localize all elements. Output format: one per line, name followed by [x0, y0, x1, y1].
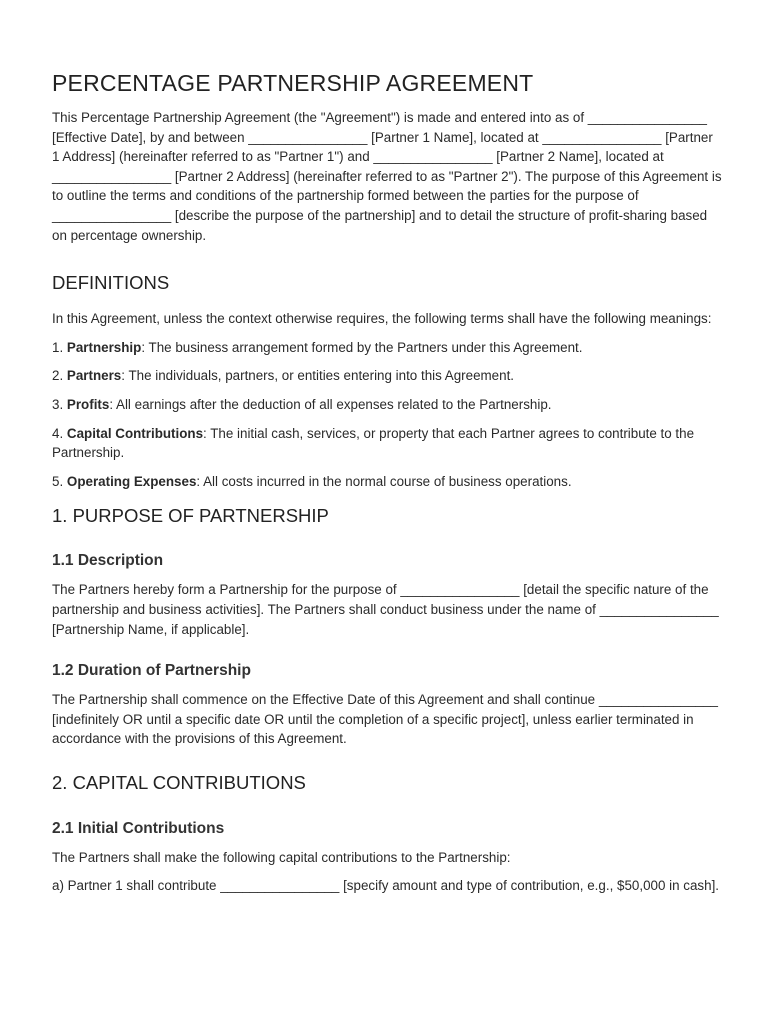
definitions-lead: In this Agreement, unless the context otherwise requires, the following terms shall have the following meanings:: [52, 311, 712, 327]
definition-number: 1.: [52, 339, 64, 355]
definition-item: [52, 366, 722, 386]
definition-text: : The initial cash, services, or property that each Partner agrees to contribute to the Partnership.: [52, 425, 695, 461]
definition-term: Profits: [66, 396, 110, 412]
section-1-2-text: The Partnership shall commence on the Effective Date of this Agreement and shall continue ________________ [indefinitely OR until a specific date OR until the completion of a specific project], unless earlier terminated in accordance with the provisions of this Agreement.: [52, 692, 719, 747]
definition-number: 4.: [52, 425, 64, 441]
definition-item: [52, 395, 722, 415]
definition-item: [52, 424, 722, 463]
section-1-1-heading: 1.1 Description: [52, 552, 164, 570]
intro-paragraph: This Percentage Partnership Agreement (the "Agreement") is made and entered into as of ________________ [Effective Date], by and between ________________ [Partner 1 Name], located at ________________ [Partner 1 Address] (hereinafter referred to as "Partner 1") and ________________ [Partner 2 Name], located at ________________ [Partner 2 Address] (hereinafter referred to as "Partner 2"). The purpose of this Agreement is to outline the terms and conditions of the partnership formed between the parties for the purpose of ________________ [describe the purpose of the partnership] and to detail the structure of profit-sharing based on percentage ownership.: [52, 110, 722, 243]
document-page: [52, 70, 722, 896]
section-2-1-item-a: a) Partner 1 shall contribute ________________ [specify amount and type of contribution, e.g., $50,000 in cash].: [52, 878, 720, 894]
section-2-1-heading: 2.1 Initial Contributions: [52, 819, 225, 837]
definition-number: 2.: [52, 368, 64, 384]
document-title: PERCENTAGE PARTNERSHIP AGREEMENT: [52, 70, 534, 96]
definition-term: Operating Expenses: [66, 473, 197, 489]
section-2-1-text: The Partners shall make the following capital contributions to the Partnership:: [52, 849, 511, 865]
definition-number: 5.: [52, 473, 64, 489]
definition-term: Partners: [66, 368, 122, 384]
definition-text: : All costs incurred in the normal course of business operations.: [196, 473, 572, 489]
definition-text: : All earnings after the deduction of all expenses related to the Partnership.: [109, 396, 552, 412]
definition-number: 3.: [52, 396, 64, 412]
section-1-2-heading: 1.2 Duration of Partnership: [52, 662, 251, 680]
definitions-heading: DEFINITIONS: [52, 272, 170, 294]
definition-text: : The business arrangement formed by the Partners under this Agreement.: [141, 339, 583, 355]
definition-term: Partnership: [66, 339, 142, 355]
section-1-heading: 1. PURPOSE OF PARTNERSHIP: [52, 505, 329, 527]
definition-text: : The individuals, partners, or entities entering into this Agreement.: [121, 368, 515, 384]
section-2-heading: 2. CAPITAL CONTRIBUTIONS: [52, 771, 306, 793]
section-1-1-text: The Partners hereby form a Partnership for the purpose of ________________ [detail the specific nature of the partnership and business activities]. The Partners shall conduct business under the name of ________________ [Partnership Name, if applicable].: [52, 582, 719, 637]
definition-item: [52, 472, 722, 492]
definition-term: Capital Contributions: [66, 425, 204, 441]
definition-item: [52, 338, 722, 358]
